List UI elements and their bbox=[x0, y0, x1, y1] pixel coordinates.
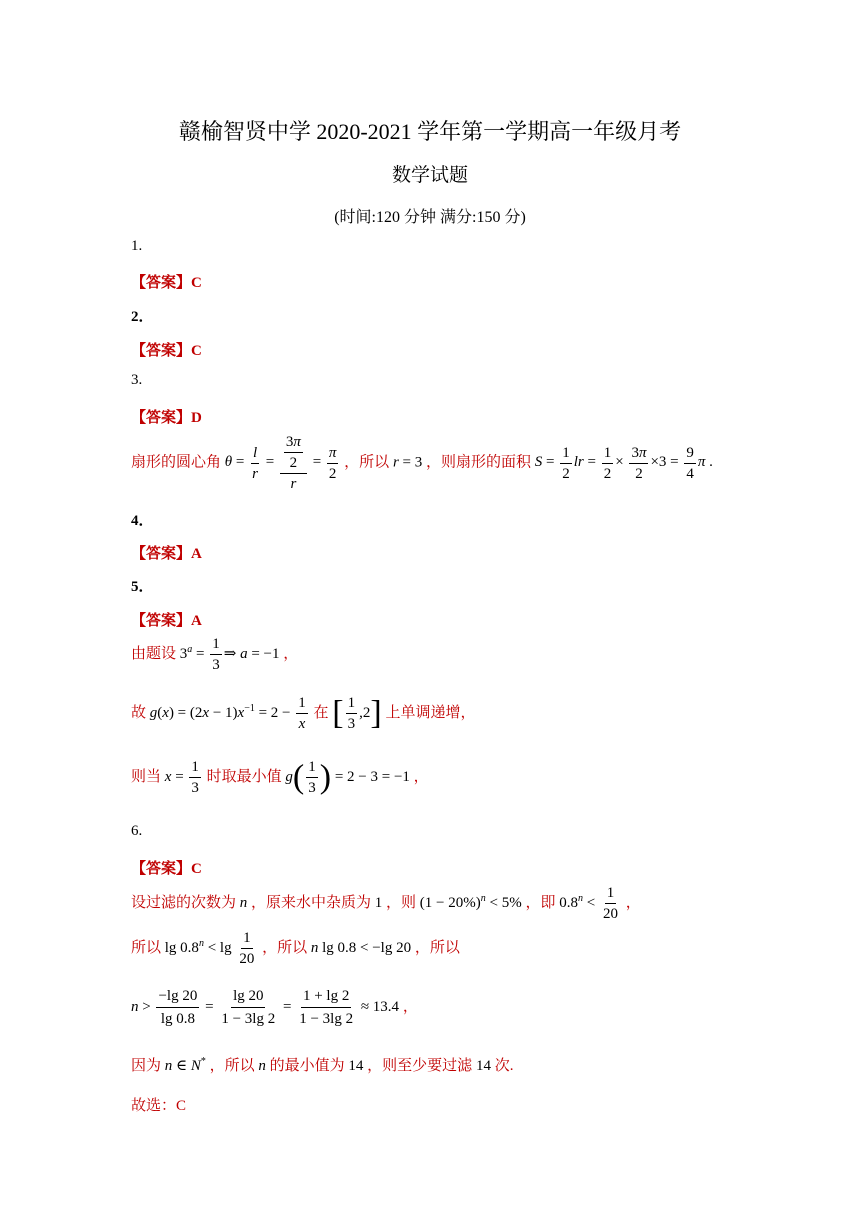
solution-line bbox=[131, 432, 713, 494]
math-expression: n bbox=[258, 1058, 266, 1074]
math-expression: [ $\frac{1}{3}$ ,2] bbox=[332, 694, 382, 732]
question-number: 3. bbox=[131, 372, 143, 388]
solution-text: ，则扇形的面积 bbox=[426, 454, 532, 471]
solution-text: ，所以 bbox=[262, 939, 308, 956]
math-expression: S = $\frac{1}{2}$ lr = $\frac{1}{2}$ × $\frac{3\pi}{2}$ ×3 = $\frac{9}{4}$ π . bbox=[534, 444, 713, 482]
math-expression: $(1 - 20\%)^n < 5\%$ bbox=[419, 892, 522, 911]
question-number: 6. bbox=[131, 823, 143, 839]
exam-meta: (时间:120 分钟 满分:150 分) bbox=[334, 209, 526, 226]
math-expression: 14 bbox=[475, 1058, 491, 1074]
math-expression: $3^a$ = $\frac{1}{3}$ ⇒ a = −1 bbox=[179, 636, 284, 673]
answer-label: 【答案】C bbox=[131, 275, 202, 291]
solution-text: 次. bbox=[494, 1058, 514, 1074]
math-expression: $\lg 0.8^n < \lg$ $\frac{1}{20}$ bbox=[164, 930, 255, 967]
math-expression: n > $\frac{-\lg 20}{\lg 0.8}$ = $\frac{\lg 20}{1 - 3\lg 2}$ = $\frac{1 + \lg 2}{1 - 3\lg 2}$ ≈ 13.4 bbox=[131, 999, 403, 1015]
solution-text: 时取最小值 bbox=[206, 768, 282, 785]
solution-text: 在 bbox=[313, 704, 329, 721]
math-expression: 1 bbox=[374, 894, 383, 911]
solution-line: 由题设 $3^a$ = $\frac{1}{3}$ ⇒ a = −1 ， bbox=[131, 636, 299, 673]
solution-line bbox=[131, 1054, 513, 1075]
math-expression: 14 bbox=[348, 1058, 364, 1074]
math-expression: g( $\frac{1}{3}$ ) = 2 − 3 = −1 bbox=[285, 758, 414, 796]
solution-text: 扇形的圆心角 bbox=[131, 454, 222, 471]
solution-text: 所以 bbox=[131, 939, 162, 956]
answer-label: 【答案】A bbox=[131, 546, 202, 562]
solution-text: ，则 bbox=[386, 894, 417, 911]
answer-label: 【答案】C bbox=[131, 861, 202, 877]
math-expression: n ∈ N* bbox=[164, 1056, 206, 1074]
solution-text: 的最小值为 bbox=[269, 1058, 345, 1074]
solution-text: 故 bbox=[131, 704, 147, 721]
page-title: 赣榆智贤中学 2020-2021 学年第一学期高一年级月考 bbox=[178, 119, 682, 144]
solution-text: ，即 bbox=[525, 894, 556, 911]
solution-line: n > $\frac{-\lg 20}{\lg 0.8}$ = $\frac{\lg 20}{1 - 3\lg 2}$ = $\frac{1 + \lg 2}{1 - 3\lg 2}$ ≈ 13.4 ， bbox=[131, 985, 418, 1030]
math-expression: n lg 0.8 < −lg 20 bbox=[310, 939, 412, 956]
solution-text: 设过滤的次数为 bbox=[131, 894, 237, 911]
solution-text: ，所以 bbox=[414, 939, 460, 956]
math-expression: n bbox=[239, 894, 248, 911]
solution-text: 则当 bbox=[131, 768, 162, 785]
solution-line: 设过滤的次数为 n ，原来水中杂质为 1 ，则 $(1 - 20\%)^n < 5\%$ ，即 $0.8^n$ < $\frac{1}{20}$ ， bbox=[131, 885, 641, 922]
solution-text: 由题设 bbox=[131, 645, 177, 662]
math-expression: $0.8^n$ < $\frac{1}{20}$ bbox=[559, 885, 618, 922]
solution-text: ，所以 bbox=[344, 454, 390, 471]
solution-text: ，则至少要过滤 bbox=[367, 1058, 473, 1074]
question-number: 2． bbox=[131, 309, 154, 325]
solution-text: 因为 bbox=[131, 1058, 162, 1074]
math-expression: $g(x) = (2x - 1)x^{-1} = 2$ − $\frac{1}{x}$ bbox=[149, 695, 306, 732]
solution-text: 上单调递增， bbox=[385, 704, 476, 721]
math-expression: θ = $\frac{l}{r}$ = $\frac{\frac{3\pi}{2}}{r}$ = $\frac{\pi}{2}$ bbox=[224, 434, 337, 492]
solution-text: ，原来水中杂质为 bbox=[251, 894, 372, 911]
answer-label: 【答案】A bbox=[131, 613, 202, 629]
solution-line bbox=[131, 693, 475, 734]
question-number: 4． bbox=[131, 513, 154, 529]
solution-line bbox=[131, 928, 460, 969]
solution-text: ，所以 bbox=[209, 1058, 255, 1074]
answer-label: 【答案】D bbox=[131, 410, 202, 426]
solution-line: 则当 x = $\frac{1}{3}$ 时取最小值 g( $\frac{1}{3}$ ) = 2 − 3 = −1 ， bbox=[131, 758, 429, 796]
answer-label: 【答案】C bbox=[131, 343, 202, 359]
math-expression: r = 3 bbox=[392, 454, 423, 471]
page-subtitle: 数学试题 bbox=[391, 165, 468, 186]
math-expression: x = $\frac{1}{3}$ bbox=[164, 759, 199, 796]
question-number: 1. bbox=[131, 238, 143, 254]
solution-line: 故选：C bbox=[131, 1098, 187, 1114]
question-number: 5． bbox=[131, 579, 154, 595]
